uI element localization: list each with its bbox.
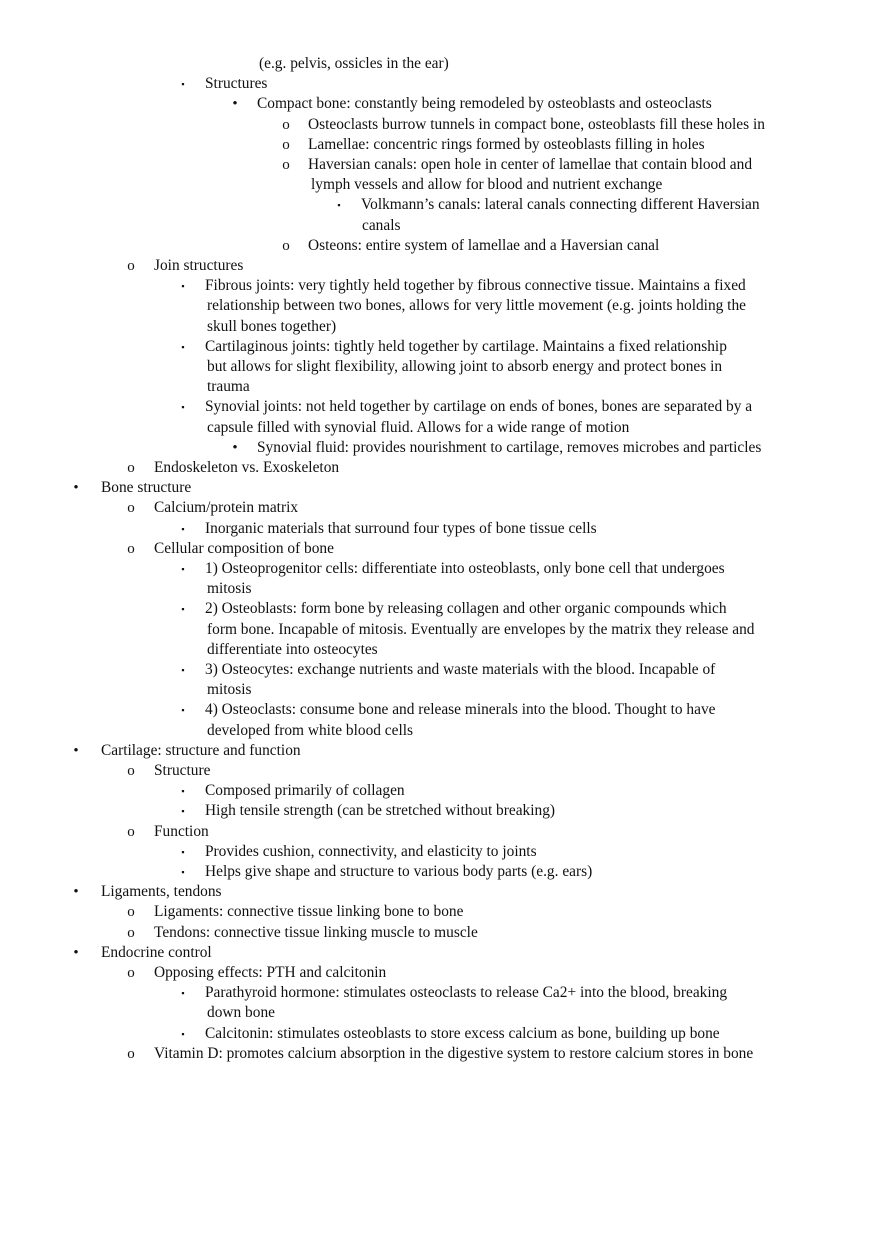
outline-line xyxy=(0,397,880,417)
outline-line xyxy=(0,155,880,175)
line-text: Helps give shape and structure to various body parts (e.g. ears) xyxy=(205,863,593,880)
square-marker: ▪ xyxy=(181,341,185,352)
outline-line xyxy=(0,640,880,660)
line-text: High tensile strength (can be stretched without breaking) xyxy=(205,802,556,820)
line-text: skull bones together) xyxy=(207,317,337,335)
line-text: Fibrous joints: very tightly held together by fibrous connective tissue. Maintains a fixed xyxy=(205,277,746,295)
line-text: Join structures xyxy=(154,257,244,274)
outline-line xyxy=(0,943,880,963)
line-text: Ligaments, tendons xyxy=(101,883,222,901)
circle-marker: o xyxy=(127,823,135,840)
line-text: Haversian canals: open hole in center of lamellae that contain blood and xyxy=(308,156,753,173)
outline-line xyxy=(0,902,880,922)
bullet-marker: • xyxy=(232,439,238,456)
square-marker: ▪ xyxy=(181,604,185,615)
line-text: Compact bone: constantly being remodeled by osteoblasts and osteoclasts xyxy=(257,95,712,113)
line-text: Calcitonin: stimulates osteoblasts to store excess calcium as bone, building up bone xyxy=(205,1024,720,1042)
square-marker: ▪ xyxy=(181,281,185,292)
line-text: Cellular composition of bone xyxy=(154,539,334,557)
line-text: Volkmann’s canals: lateral canals connecting different Haversian xyxy=(361,196,760,214)
bullet-marker: • xyxy=(232,96,238,113)
outline-line xyxy=(0,377,880,397)
line-text: Tendons: connective tissue linking muscle to muscle xyxy=(154,923,478,941)
outline-line xyxy=(0,498,880,518)
bullet-marker: • xyxy=(73,742,79,759)
outline-line xyxy=(0,822,880,842)
square-marker: ▪ xyxy=(181,523,185,534)
outline-line xyxy=(0,216,880,236)
outline-line xyxy=(0,74,880,94)
line-text: Vitamin D: promotes calcium absorption in the digestive system to restore calcium stores in bone xyxy=(154,1044,754,1062)
outline-line xyxy=(0,175,880,195)
bullet-marker: • xyxy=(73,944,79,961)
outline-line xyxy=(0,761,880,781)
line-text: differentiate into osteocytes xyxy=(207,640,378,658)
outline-line xyxy=(0,963,880,983)
circle-marker: o xyxy=(127,965,135,981)
square-marker: ▪ xyxy=(337,200,341,211)
circle-marker: o xyxy=(282,116,290,133)
line-text: 4) Osteoclasts: consume bone and release minerals into the blood. Thought to have xyxy=(205,701,716,719)
outline-line xyxy=(0,539,880,559)
circle-marker: o xyxy=(282,157,290,173)
square-marker: ▪ xyxy=(181,867,185,877)
square-marker: ▪ xyxy=(181,806,185,817)
line-text: mitosis xyxy=(207,580,252,598)
outline-line xyxy=(0,599,880,619)
circle-marker: o xyxy=(282,237,290,254)
circle-marker: o xyxy=(127,500,135,517)
line-text: Inorganic materials that surround four types of bone tissue cells xyxy=(205,519,597,537)
square-marker: ▪ xyxy=(181,402,185,413)
line-text: 2) Osteoblasts: form bone by releasing collagen and other organic compounds which xyxy=(205,600,727,618)
line-text: Cartilage: structure and function xyxy=(101,741,301,759)
outline-line xyxy=(0,337,880,357)
outline-line xyxy=(0,296,880,316)
outline-line xyxy=(0,842,880,862)
square-marker: ▪ xyxy=(181,786,185,797)
outline-line xyxy=(0,700,880,720)
line-text: Osteons: entire system of lamellae and a Haversian canal xyxy=(308,236,660,254)
line-text: down bone xyxy=(207,1004,275,1022)
square-marker: ▪ xyxy=(181,988,185,999)
outline-line xyxy=(0,519,880,539)
line-text: Lamellae: concentric rings formed by osteoblasts filling in holes xyxy=(308,135,705,153)
line-text: lymph vessels and allow for blood and nutrient exchange xyxy=(311,176,663,194)
outline-line xyxy=(0,1024,880,1044)
line-text: canals xyxy=(362,216,401,234)
line-text: Parathyroid hormone: stimulates osteoclasts to release Ca2+ into the blood, breaking xyxy=(205,984,728,1002)
line-text: mitosis xyxy=(207,681,252,699)
outline-line xyxy=(0,680,880,700)
square-marker: ▪ xyxy=(181,79,185,90)
outline-line xyxy=(0,115,880,135)
line-text: but allows for slight flexibility, allowing joint to absorb energy and protect bones in xyxy=(207,358,723,375)
outline-line xyxy=(0,276,880,296)
line-text: (e.g. pelvis, ossicles in the ear) xyxy=(259,55,449,72)
line-text: Synovial joints: not held together by cartilage on ends of bones, bones are separated by a xyxy=(205,398,753,416)
outline-line xyxy=(0,801,880,821)
outline-line xyxy=(0,256,880,276)
square-marker: ▪ xyxy=(181,564,185,574)
line-text: Bone structure xyxy=(101,479,192,497)
outline-line xyxy=(0,478,880,498)
line-text: Ligaments: connective tissue linking bone to bone xyxy=(154,903,464,921)
line-text: 3) Osteocytes: exchange nutrients and waste materials with the blood. Incapable of xyxy=(205,661,716,678)
outline-line xyxy=(0,660,880,680)
circle-marker: o xyxy=(127,540,135,557)
circle-marker: o xyxy=(127,258,135,274)
outline-line xyxy=(0,357,880,377)
line-text: Endoskeleton vs. Exoskeleton xyxy=(154,459,340,476)
circle-marker: o xyxy=(282,136,290,153)
circle-marker: o xyxy=(127,904,135,921)
outline-line xyxy=(0,94,880,114)
square-marker: ▪ xyxy=(181,705,185,716)
outline-line xyxy=(0,781,880,801)
outline-line xyxy=(0,559,880,579)
outline-line xyxy=(0,236,880,256)
square-marker: ▪ xyxy=(181,1028,185,1039)
line-text: Opposing effects: PTH and calcitonin xyxy=(154,964,387,981)
line-text: relationship between two bones, allows for very little movement (e.g. joints holding the xyxy=(207,297,746,315)
outline-line xyxy=(0,620,880,640)
line-text: Composed primarily of collagen xyxy=(205,782,405,800)
outline-line xyxy=(0,882,880,902)
outline-line xyxy=(0,438,880,458)
outline-line xyxy=(0,418,880,438)
line-text: capsule filled with synovial fluid. Allows for a wide range of motion xyxy=(207,418,630,436)
outline-line xyxy=(0,317,880,337)
square-marker: ▪ xyxy=(181,665,185,675)
line-text: Provides cushion, connectivity, and elasticity to joints xyxy=(205,842,537,860)
line-text: Synovial fluid: provides nourishment to cartilage, removes microbes and particles xyxy=(257,438,762,456)
outline-line xyxy=(0,54,880,74)
outline-line xyxy=(0,741,880,761)
line-text: Endocrine control xyxy=(101,943,212,961)
line-text: Osteoclasts burrow tunnels in compact bone, osteoblasts fill these holes in xyxy=(308,115,765,133)
line-text: trauma xyxy=(207,378,250,396)
circle-marker: o xyxy=(127,1045,135,1062)
outline-line xyxy=(0,458,880,478)
outline-line xyxy=(0,1044,880,1064)
line-text: form bone. Incapable of mitosis. Eventually are envelopes by the matrix they release and xyxy=(207,620,755,638)
square-marker: ▪ xyxy=(181,846,185,857)
circle-marker: o xyxy=(127,460,135,476)
outline-line xyxy=(0,579,880,599)
line-text: Structure xyxy=(154,762,211,779)
line-text: Cartilaginous joints: tightly held together by cartilage. Maintains a fixed relationship xyxy=(205,337,727,355)
bullet-marker: • xyxy=(73,480,79,497)
circle-marker: o xyxy=(127,924,135,941)
outline-line xyxy=(0,1003,880,1023)
line-text: Structures xyxy=(205,75,268,93)
outline-line xyxy=(0,923,880,943)
outline-line xyxy=(0,721,880,741)
outline-line xyxy=(0,983,880,1003)
circle-marker: o xyxy=(127,763,135,779)
line-text: Function xyxy=(154,822,209,840)
line-text: Calcium/protein matrix xyxy=(154,499,299,517)
line-text: 1) Osteoprogenitor cells: differentiate into osteoblasts, only bone cell that undergoes xyxy=(205,560,725,577)
bullet-marker: • xyxy=(73,884,79,901)
outline-line xyxy=(0,135,880,155)
line-text: developed from white blood cells xyxy=(207,721,414,739)
outline-line xyxy=(0,195,880,215)
outline-line xyxy=(0,862,880,882)
